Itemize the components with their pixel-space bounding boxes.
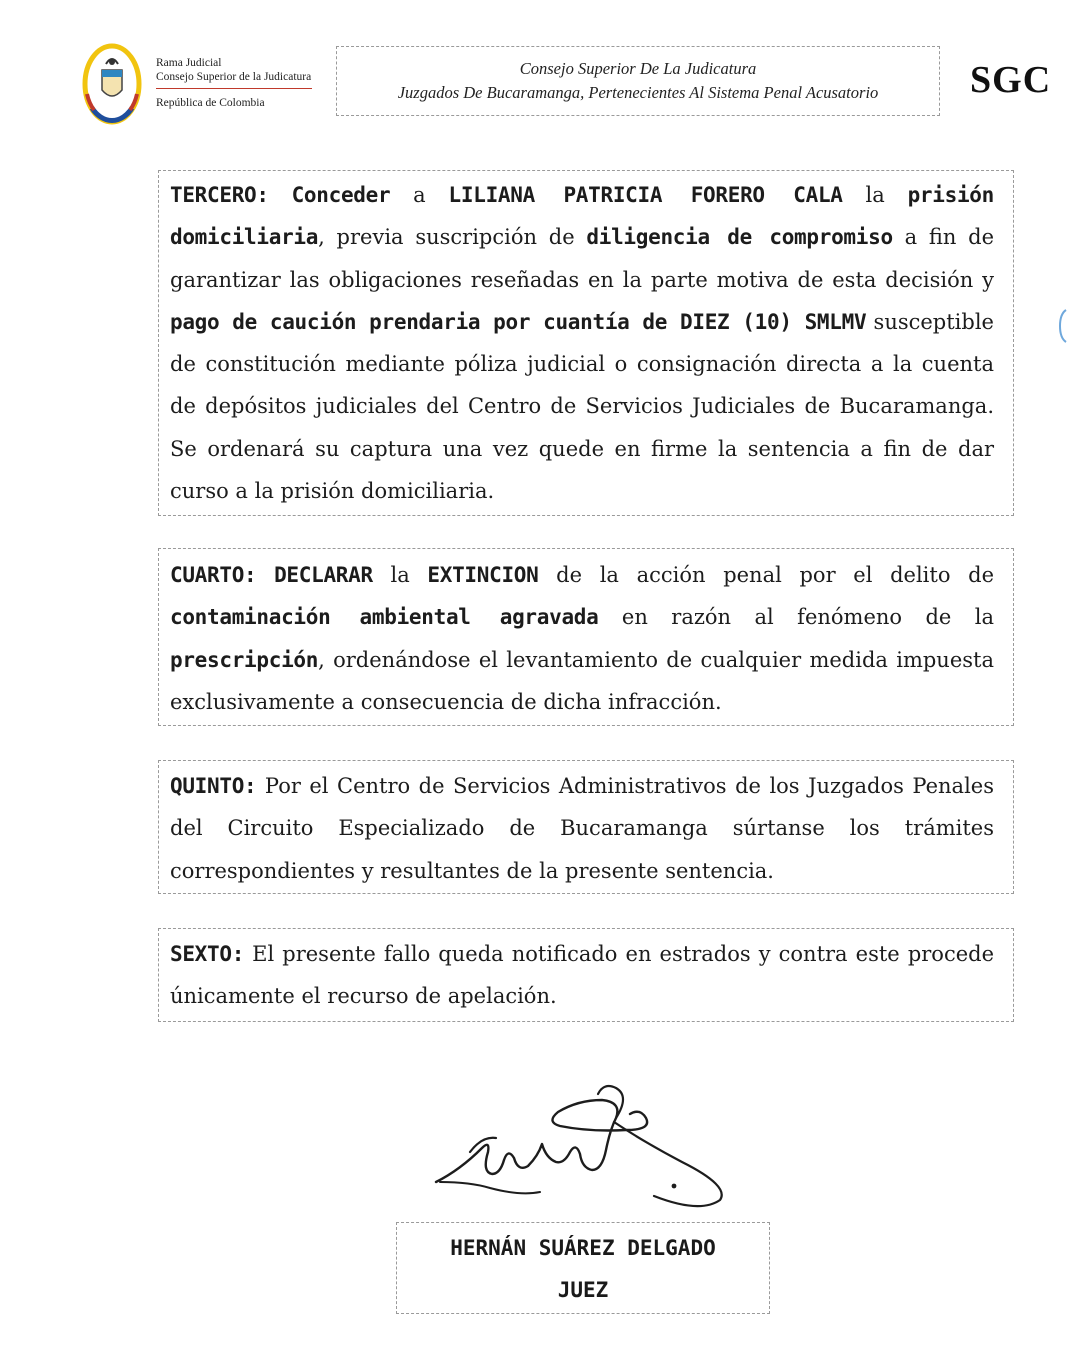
logo-rule — [156, 88, 312, 89]
rama-judicial-logo — [82, 40, 322, 130]
cuarto-extincion: EXTINCION — [427, 563, 539, 587]
cuarto-text: , ordenándose el levantamiento de cualquier medida impuesta exclusivamente a consecuencia de dicha infracción. — [170, 647, 994, 714]
header-title-box — [336, 46, 940, 116]
tercero-text: a fin de garantizar las obligaciones reseñadas en la parte motiva de esta decisión y — [170, 225, 995, 292]
sgc-label: SGC — [970, 59, 1052, 101]
tercero-heading: TERCERO: — [170, 183, 269, 207]
logo-text — [156, 56, 312, 109]
judge-title: JUEZ — [557, 1278, 609, 1302]
page-edge-mark — [1058, 308, 1068, 344]
logo-line-rama: Rama Judicial — [156, 57, 222, 69]
tercero-verb: Conceder — [291, 183, 391, 207]
cuarto-text: en razón al fenómeno de la — [598, 605, 994, 630]
cuarto-delito: contaminación ambiental agravada — [170, 605, 599, 630]
logo-line-consejo: Consejo Superior de la Judicatura — [156, 71, 312, 83]
sexto-text: El presente fallo queda notificado en estrados y contra este procede únicamente el recurso de apelación. — [170, 942, 994, 1009]
cuarto-text: de la acción penal por el delito de — [538, 563, 995, 587]
judge-name: HERNÁN SUÁREZ DELGADO — [450, 1236, 716, 1260]
sexto-paragraph — [170, 933, 994, 1018]
cuarto-paragraph — [170, 554, 994, 723]
logo-line-republica: República de Colombia — [156, 97, 265, 109]
quinto-text: Por el Centro de Servicios Administrativos de los Juzgados Penales del Circuito Especializado de Bucaramanga súrtanse los trámites correspondientes y resultantes de la presente sentencia. — [170, 774, 994, 883]
tercero-text: susceptible de constitución mediante póliza judicial o consignación directa a la cuenta de depósitos judiciales del Centro de Servicios Judiciales de Bucaramanga. Se ordenará su captura una vez quede en firme la sentencia a fin de dar curso a la prisión domiciliaria. — [170, 309, 994, 504]
quinto-paragraph — [170, 765, 994, 892]
tercero-person: LILIANA PATRICIA FORERO CALA — [448, 183, 843, 207]
header-line-1: Consejo Superior De La Judicatura — [519, 59, 757, 78]
tercero-text: la — [842, 183, 908, 207]
cuarto-text: la — [372, 563, 428, 587]
judge-signature — [430, 1078, 750, 1218]
tercero-diligencia: diligencia de compromiso — [586, 225, 893, 250]
tercero-text: a — [390, 183, 449, 207]
cuarto-declarar: DECLARAR — [274, 563, 373, 587]
cuarto-heading: CUARTO: — [170, 563, 257, 587]
coat-of-arms-icon — [82, 42, 142, 126]
quinto-heading: QUINTO: — [170, 774, 257, 798]
tercero-text: , previa suscripción de — [318, 225, 587, 250]
tercero-paragraph — [170, 174, 994, 512]
cuarto-prescripcion: prescripción — [170, 647, 319, 672]
sexto-heading: SEXTO: — [170, 942, 245, 966]
tercero-prision: prisión domiciliaria — [170, 183, 994, 250]
header-line-2: Juzgados De Bucaramanga, Pertenecientes Al Sistema Penal Acusatorio — [397, 83, 879, 102]
tercero-caucion: pago de caución prendaria por cuantía de DIEZ (10) SMLMV — [170, 309, 867, 334]
